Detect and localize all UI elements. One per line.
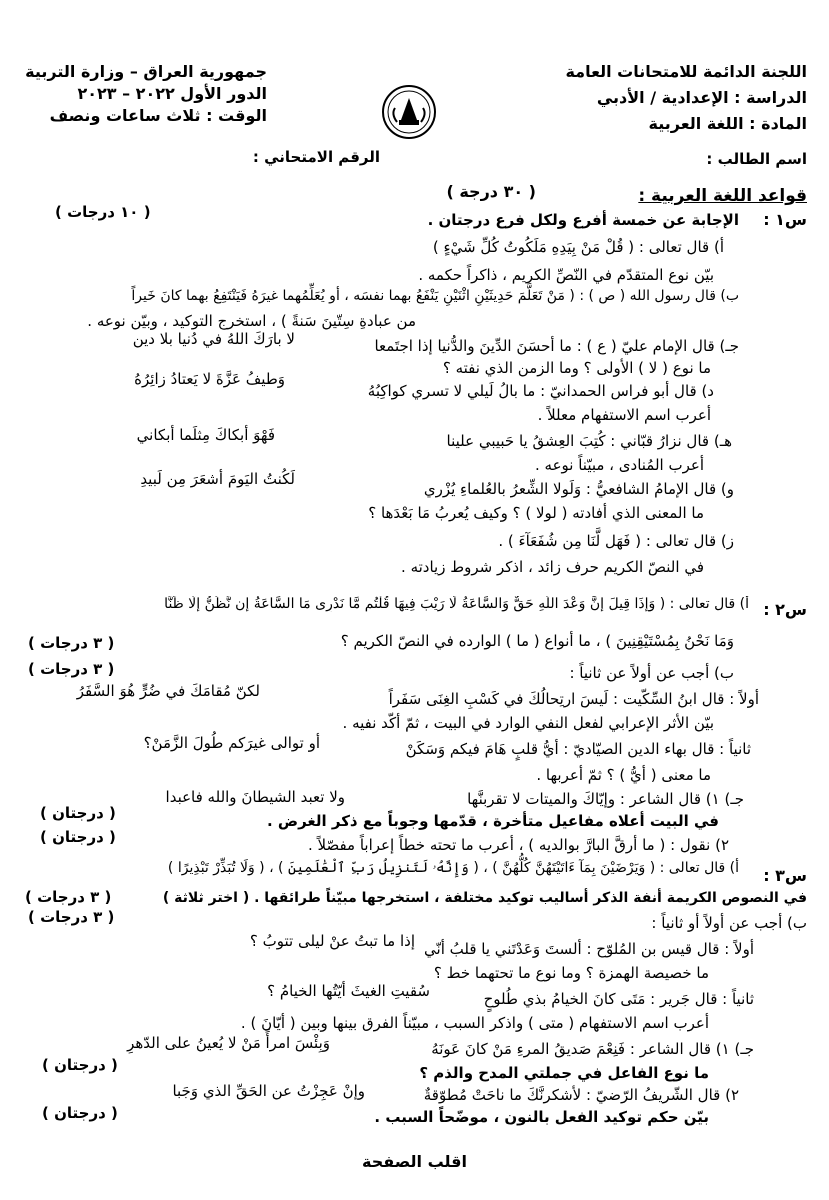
q3c1-hemistich2: وَبِئْسَ امرأً مَنْ لا يُعينُ على الدّهرِ [127, 1034, 330, 1052]
subject: المادة : اللغة العربية [648, 114, 807, 133]
q2a-verse2: وَمَا نَحْنُ بِمُسْتَيْقِنِينَ [615, 632, 734, 650]
turn-page-note: اقلب الصفحة [361, 1152, 467, 1171]
q3b-second-task: أعرب اسم الاستفهام ( متى ) واذكر السبب ، مبيّناً الفرق بينها وبين ( أيّانَ ) . [240, 1014, 709, 1032]
q2a-task: ) ، ما أنواع ( ما ) الوارده في النصّ الكريم ؟ [340, 632, 612, 650]
q1g-close: ) . [498, 532, 514, 550]
q1f-hemistich2: لَكُنتُ اليَومَ أشعَرَ مِن لَبيدِ [140, 470, 295, 488]
q1g-verse: فَهَل لَّنَا مِن شُفَعَآءَ [518, 532, 631, 550]
q3a-task: في النصوص الكريمة أنفة الذكر أساليب توكيد مختلفة ، استخرجها مبيّناً طرائقها . ( اختر ثلاثة ) [162, 890, 807, 906]
q2a-line [24, 596, 749, 612]
q3a-verse1: وَيَرْضَيْنَ بِمَآ ءَاتَيْتَهُنَّ كُلُّهُنَّ [502, 860, 646, 876]
q1a-line [433, 238, 724, 256]
q2a-marks: ( ٣ درجات ) [28, 634, 115, 652]
q3b-first-hemistich2: إذا ما تبتُ عنْ ليلى تتوبُ ؟ [249, 932, 415, 950]
q3a-line [168, 860, 739, 876]
q3c1-marks: ( درجتان ) [42, 1056, 118, 1074]
q1e-line: هـ) قال نزارُ قبّاني : كُتِبَ العِشقُ يا حَبيبي علينا [446, 432, 732, 450]
q1f-task: ما المعنى الذي أفادته ( لولا ) ؟ وكيف يُعربُ مَا بَعْدَها ؟ [368, 504, 704, 522]
q1c-hemistich2: لا بارَكَ اللهُ في دُنيا بلا دين [132, 330, 295, 348]
q1d-line: د) قال أبو فراس الحمدانيّ : ما بالُ لَيلي لا تسري كواكِبُهُ [367, 382, 714, 400]
q1c-line: جـ) قال الإمام عليّ ( ع ) : ما أحسَنَ الدِّينَ والدُّنيا إذا اجتَمعا [374, 337, 739, 355]
q3c1-line: جـ) ١) قال الشاعر : فَنِعْمَ صَديقُ المرءِ مَنْ كانَ عَونَهُ [431, 1040, 754, 1058]
q3a-mid: ) ، ( [473, 860, 498, 876]
ministry: جمهورية العراق – وزارة التربية [25, 62, 267, 81]
q3a-close: ) [167, 860, 174, 876]
exam-duration: الوقت : ثلاث ساعات ونصف [49, 106, 267, 125]
q1c-task: ما نوع ( لا ) الأولى ؟ وما الزمن الذي نفته ؟ [442, 359, 711, 377]
q1g-intro: ز) قال تعالى : ( [635, 532, 734, 550]
q1g-task: في النصّ الكريم حرف زائد ، اذكر شروط زيادته . [401, 558, 704, 576]
section-title: قواعد اللغة العربية : [638, 186, 807, 206]
q3a-verse3: وَلَا تُبَذِّرْ تَبْذِيرًا [177, 860, 255, 876]
q2c1-line: جـ) ١) قال الشاعر : وإيّاكَ والميتات لا تقربنَّها [467, 790, 744, 808]
q3b-second-line: ثانياً : قال جَرير : مَتَى كانَ الخيامُ بذي طُلوحٍ [483, 990, 754, 1008]
q1e-task: أعرب المُنادى ، مبيّناً نوعه . [535, 456, 704, 474]
q3b-marks: ( ٣ درجات ) [28, 908, 115, 926]
study-stream: الدراسة : الإعدادية / الأدبي [596, 88, 807, 107]
q3a-marks: ( ٣ درجات ) [25, 888, 112, 906]
q1a-intro: أ) قال تعالى : ( [628, 238, 724, 256]
q2c1-task: في البيت أعلاه مفاعيل متأخرة ، قدّمها وجوباً مع ذكر الغرض . [266, 812, 719, 830]
q3-label: س٣ : [763, 866, 807, 885]
q1e-hemistich2: فَهْوَ أبكاكَ مِثلَما أبكاني [136, 426, 275, 444]
q2b-first-task: بيّن الأثر الإعرابي لفعل النفي الوارد في البيت ، ثمّ أكّد نفيه . [342, 714, 714, 732]
q3c2-line: ٢) قال الشّريفُ الرّضيّ : لأشكرنَّكَ ما ناحَتْ مُطوّقةٌ [423, 1086, 739, 1104]
exam-number-label: الرقم الامتحاني : [252, 148, 380, 166]
q3b-first-line: أولاً : قال قيس بن المُلوّح : ألستَ وَعَدْتَني يا قلبُ أنّي [424, 940, 754, 958]
student-name-label: اسم الطالب : [706, 150, 807, 168]
q3c2-marks: ( درجتان ) [42, 1104, 118, 1122]
q3c2-hemistich2: وإنْ عَجِزْتُ عن الحَقِّ الذي وَجَبا [172, 1082, 365, 1100]
q3b-second-hemistich2: سُقيتِ الغيثَ أيّتُها الخيامُ ؟ [267, 982, 430, 1000]
q2b-first-line: أولاً : قال ابنُ السِّكّيت : لَيسَ ارتِحالُكَ في كَسْبِ الغِنَى سَفَراً [388, 690, 759, 708]
iraq-emblem-icon [381, 84, 437, 140]
q1f-line: و) قال الإمامُ الشافعيُّ : وَلَولا الشِّعرُ بالعُلماءِ يُزْري [423, 480, 734, 498]
q1b-line1: ب) قال رسول الله ( ص ) : ( مَنْ تَعَلَّمَ حَدِيثَيْنِ اثْنَيْنِ يَنْفَعُ بهما نفسَه ، أو يُعَلِّمُهما غيرَهُ فَيَنْتَفِعُ بهما كانَ خَيراً [131, 288, 739, 304]
q2c2-marks: ( درجتان ) [40, 828, 116, 846]
q2b-second-hemistich2: أو توالى غيرَكم طُولَ الزَّمَنْ؟ [143, 734, 320, 752]
q1-instruction: الإجابة عن خمسة أفرع ولكل فرع درجتان . [427, 211, 739, 229]
q2b-second-task: ما معنى ( أيُّ ) ؟ ثمّ أعربها . [536, 766, 711, 784]
q3b-line: ب) أجب عن أولاً أو ثانياً : [651, 914, 807, 932]
q1b-line2: من عبادةِ سِتّينَ سَنةً ) ، استخرج التوكيد ، وبيّن نوعه . [87, 312, 416, 330]
q2b-marks: ( ٣ درجات ) [28, 660, 115, 678]
q1-marks: ( ١٠ درجات ) [55, 203, 151, 221]
q2c2-line: ٢) نقول : ( ما أرقَّ البارَّ بوالديه ) ، أعرب ما تحته خطاً إعراباً مفصّلاً . [307, 836, 729, 854]
q3a-intro: أ) قال تعالى : ( [649, 860, 739, 876]
q3c1-task: ما نوع الفاعل في جملتي المدح والذم ؟ [419, 1064, 709, 1082]
q2a-line2 [341, 632, 734, 650]
committee-name: اللجنة الدائمة للامتحانات العامة [565, 62, 807, 81]
q1a-verse: قُلْ مَنْ بِيَدِهِ مَلَكُوتُ كُلِّ شَيْءٍ [443, 238, 624, 256]
q2a-intro: أ) قال تعالى : ( [659, 596, 749, 612]
q2b-first-hemistich2: لكنّ مُقامَكَ في ضُرٍّ هُوَ السَّفَرُ [76, 682, 260, 700]
q1g-line [498, 532, 734, 550]
q1-label: س١ : [763, 210, 807, 229]
q3a-mid2: ) ، ( [259, 860, 284, 876]
q1d-hemistich2: وَطيفُ عَزَّةَ لا يَعتادُ زائِرُهُ [134, 370, 285, 388]
q2b-line: ب) أجب عن أولاً عن ثانياً : [569, 664, 734, 682]
q3c2-task: بيّن حكم توكيد الفعل بالنون ، موضّحاً السبب . [374, 1108, 709, 1126]
q3a-verse2: وَإِنَّهُۥ لَتَنزِيلُ رَبِّ ٱلْعَٰلَمِينَ [287, 860, 469, 876]
q1a-task: بيّن نوع المتقدّم في النّصِّ الكريم ، ذاكراً حكمه . [418, 266, 714, 284]
q1d-task: أعرب اسم الاستفهام معللاً . [537, 406, 711, 424]
q2b-second-line: ثانياً : قال بهاء الدين الصيّاديّ : أيُّ قلبٍ هَامَ فيكم وَسَكَنْ [405, 740, 751, 758]
q2a-verse: وَإِذَا قِيلَ إِنَّ وَعْدَ اللَّهِ حَقٌّ وَالسَّاعَةُ لَا رَيْبَ فِيهَا قُلْتُم مَّا نَدْرِى مَا السَّاعَةُ إِن نَّظُنُّ إِلَّا ظَنًّا [164, 596, 656, 612]
q1a-close: ) [432, 238, 439, 256]
q2c1-hemistich2: ولا تعبد الشيطانَ والله فاعبدا [165, 788, 345, 806]
section-marks: ( ٣٠ درجة ) [446, 182, 536, 201]
exam-round: الدور الأول ٢٠٢٢ – ٢٠٢٣ [77, 84, 267, 103]
q3b-first-task: ما خصيصة الهمزة ؟ وما نوع ما تحتهما خط ؟ [433, 964, 709, 982]
q2-label: س٢ : [763, 600, 807, 619]
q2c1-marks: ( درجتان ) [40, 804, 116, 822]
